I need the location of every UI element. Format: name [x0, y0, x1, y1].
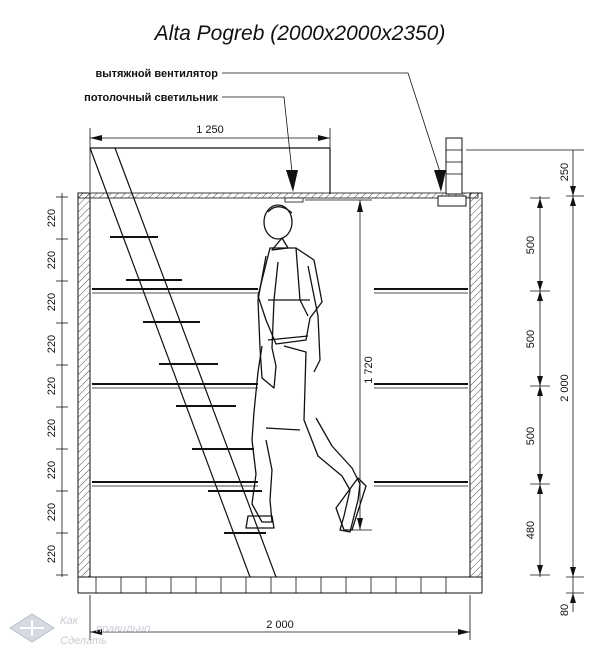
diagram-title: Alta Pogreb (2000x2000x2350) — [154, 22, 446, 45]
total-height-dimension — [466, 150, 584, 616]
right-top-label: 250 — [559, 162, 571, 182]
shelf-dimensions — [525, 196, 550, 577]
watermark-line3: Сделать — [60, 635, 108, 647]
watermark — [10, 614, 150, 647]
ceiling — [78, 193, 478, 198]
step-dim-label: 220 — [46, 460, 58, 480]
step-dim-label: 220 — [46, 334, 58, 354]
shelf-dim-label: 500 — [525, 235, 537, 255]
step-dim-label: 220 — [46, 544, 58, 564]
watermark-line1: Как — [60, 615, 78, 627]
step-dim-label: 220 — [46, 208, 58, 228]
shelf-dim-label: 500 — [525, 426, 537, 446]
left-wall — [78, 193, 90, 577]
person-height-label: 1 720 — [363, 356, 375, 384]
step-dimensions — [46, 193, 68, 577]
right-bottom-label: 80 — [559, 603, 571, 617]
shelf-dim-label: 480 — [525, 520, 537, 540]
person-figure — [246, 205, 366, 532]
left-shelf — [92, 482, 258, 486]
watermark-logo — [10, 614, 54, 642]
step-dim-label: 220 — [46, 502, 58, 522]
right-wall — [470, 193, 482, 577]
vent-label: вытяжной вентилятор — [95, 68, 218, 80]
left-shelf — [92, 384, 258, 388]
step-dim-label: 220 — [46, 418, 58, 438]
watermark-line2: правильно — [96, 623, 151, 635]
right-shelf — [374, 384, 468, 388]
right-shelves — [374, 289, 468, 486]
left-shelf — [92, 289, 258, 293]
left-shelves — [92, 289, 258, 486]
ceiling-lamp — [285, 198, 303, 202]
step-dim-label: 220 — [46, 250, 58, 270]
step-dim-label: 220 — [46, 292, 58, 312]
ladder — [90, 148, 276, 577]
right-total-label: 2 000 — [559, 374, 571, 402]
right-shelf — [374, 482, 468, 486]
shelf-dim-label: 500 — [525, 329, 537, 349]
vent-leader — [222, 73, 446, 192]
step-dim-label: 220 — [46, 376, 58, 396]
person-height-dimension — [305, 200, 375, 530]
top-width-label: 1 250 — [196, 124, 224, 136]
lamp-label: потолочный светильник — [84, 92, 218, 104]
right-shelf — [374, 289, 468, 293]
floor — [78, 577, 482, 593]
lamp-leader — [222, 97, 298, 192]
bottom-width-label: 2 000 — [266, 619, 294, 631]
